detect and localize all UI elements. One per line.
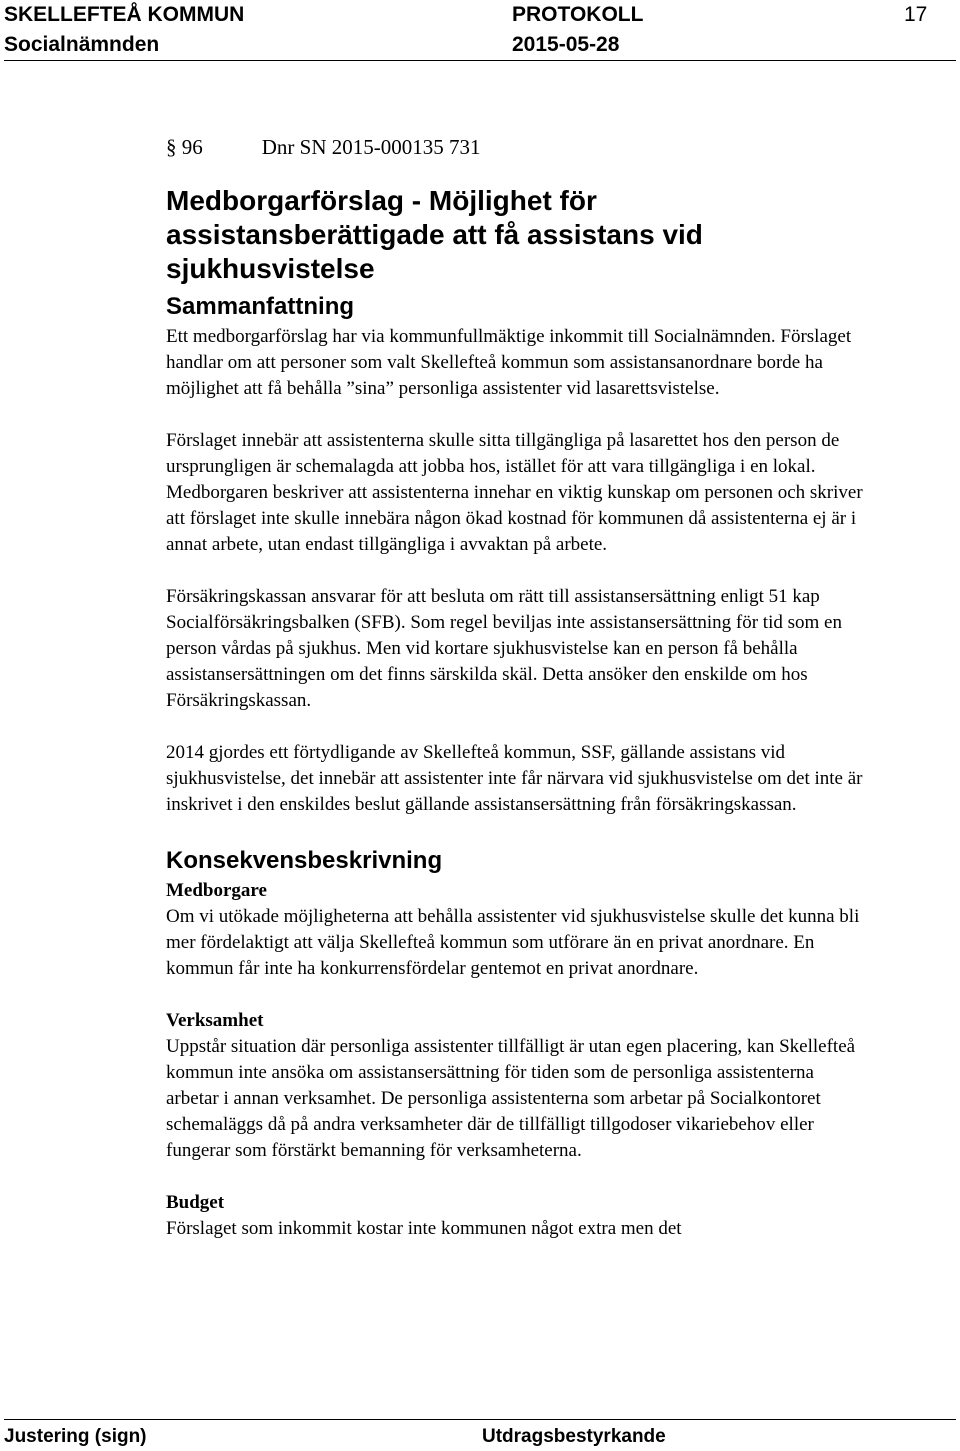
section-heading-budget: Budget (166, 1192, 225, 1213)
section-text-budget: Förslaget som inkommit kostar inte kommunen något extra men det (166, 1218, 682, 1239)
paragraph-number: 96 (181, 135, 203, 159)
summary-paragraph-1: Ett medborgarförslag har via kommunfullmäktige inkommit till Socialnämnden. Förslaget handlar om att personer som valt Skellefteå kommun som assistansanordnare borde ha möjlighet att få behålla ”sina” personliga assistenter vid lasarettsvistelse. (166, 326, 852, 399)
document-type: PROTOKOLL (512, 3, 644, 26)
section-heading-verksamhet: Verksamhet (166, 1010, 264, 1031)
summary-paragraph-4: 2014 gjordes ett förtydligande av Skellefteå kommun, SSF, gällande assistans vid sjukhusvistelse, det innebär att assistenter inte får närvara vid sjukhusvistelse om det inte är inskrivet i den enskildes beslut gällande assistansersättning från försäkringskassan. (166, 742, 863, 815)
section-text-verksamhet: Uppstår situation där personliga assistenter tillfälligt är utan egen placering, kan Skellefteå kommun inte ansöka om assistansersättning för tiden som de personliga assistenterna arbetar i annan verksamhet. De personliga assistenterna som arbetar på Socialkontoret schemaläggs då på andra verksamheter där de tillfälligt tillgodoser vikariebehov eller fungerar som förstärkt bemanning för verksamheterna. (166, 1036, 856, 1161)
header-row-1 (4, 0, 956, 30)
summary-paragraph-3: Försäkringskassan ansvarar för att besluta om rätt till assistansersättning enligt 51 kap Socialförsäkringsbalken (SFB). Som regel beviljas inte assistansersättning för tid som en person vårdas på sjukhus. Men vid kortare sjukhusvistelse kan en person få behålla assistansersättningen om det finns särskilda skäl. Detta ansöker den enskilde om hos Försäkringskassan. (166, 586, 842, 711)
footer-divider (4, 1419, 956, 1420)
case-reference (166, 132, 866, 162)
signature-label: Justering (sign) (4, 1426, 147, 1447)
organization-name: SKELLEFTEÅ KOMMUN (4, 3, 245, 26)
page-header (4, 0, 956, 60)
section-heading-medborgare: Medborgare (166, 880, 267, 901)
section-text-medborgare: Om vi utökade möjligheterna att behålla assistenter vid sjukhusvistelse skulle det kunna bli mer fördelaktigt att välja Skellefteå kommun som utförare än en privat anordnare. En kommun får inte ha konkurrensfördelar gentemot en privat anordnare. (166, 906, 860, 979)
summary-paragraph-2: Förslaget innebär att assistenterna skulle sitta tillgängliga på lasarettet hos den person de ursprungligen är schemalagda att jobba hos, istället för att vara tillgängliga i en lokal. Medborgaren beskriver att assistenterna innehar en viktig kunskap om personen och skriver att förslaget inte skulle innebära någon ökad kostnad för kommunen då assistenterna ej är i annat arbete, utan endast tillgängliga i avvaktan på arbete. (166, 430, 863, 555)
document-title: Medborgarförslag - Möjlighet för assistansberättigade att få assistans vid sjukhusvistelse (166, 185, 703, 284)
extract-label: Utdragsbestyrkande (482, 1426, 666, 1447)
document-body (166, 132, 866, 1268)
header-row-2 (4, 30, 956, 60)
committee-name: Socialnämnden (4, 33, 160, 56)
header-divider (4, 60, 956, 61)
consequences-heading: Konsekvensbeskrivning (166, 847, 443, 874)
paragraph-symbol: § (166, 135, 177, 159)
case-dnr: Dnr SN 2015-000135 731 (261, 135, 481, 159)
page-number: 17 (904, 3, 928, 26)
meeting-date: 2015-05-28 (512, 33, 620, 56)
summary-heading: Sammanfattning (166, 293, 355, 320)
